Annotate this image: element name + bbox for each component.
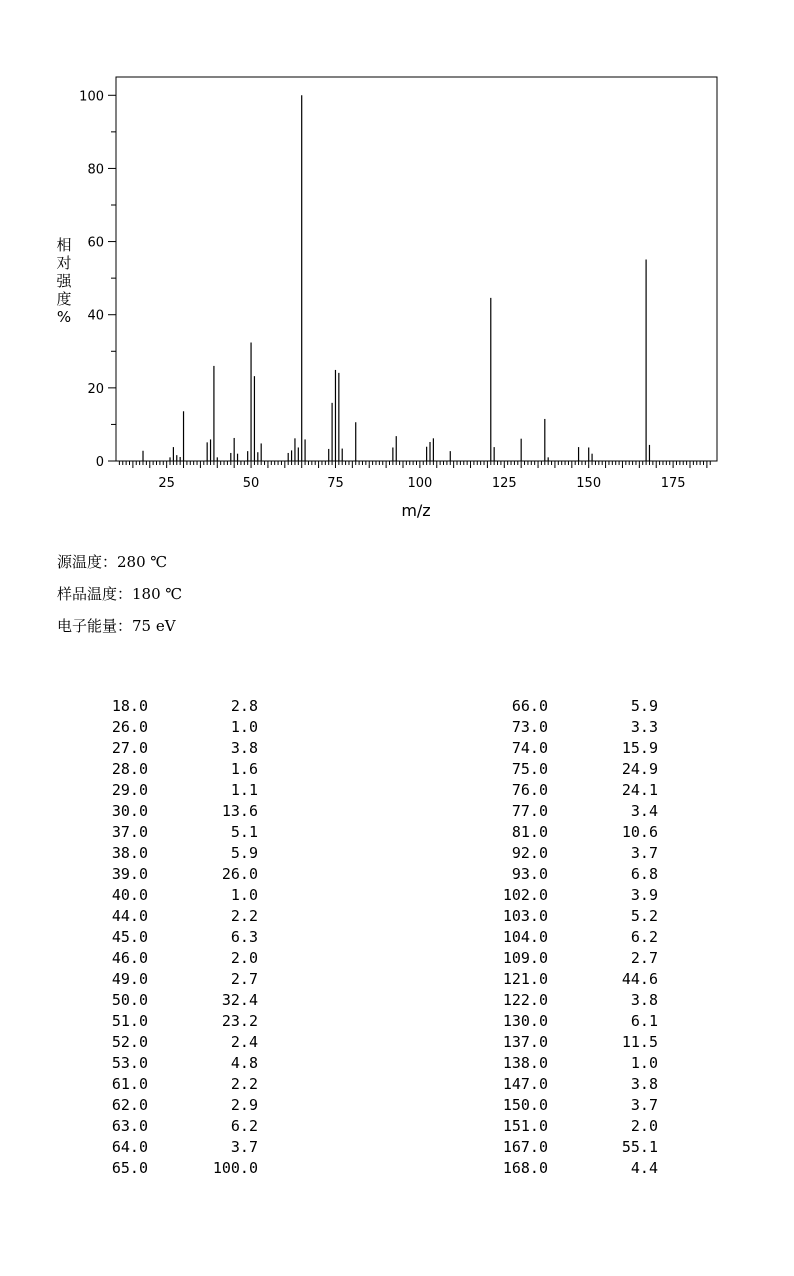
mz-value: 51.0	[111, 1012, 148, 1030]
mz-value: 104.0	[502, 928, 548, 946]
mz-value: 77.0	[511, 802, 548, 820]
abundance-value: 1.0	[230, 886, 258, 904]
abundance-value: 5.9	[630, 697, 658, 715]
mz-value: 74.0	[511, 739, 548, 757]
plot-frame	[116, 77, 717, 461]
table-row	[500, 1032, 658, 1053]
mz-value: 29.0	[111, 781, 148, 799]
mz-value: 53.0	[111, 1054, 148, 1072]
abundance-value: 1.0	[230, 718, 258, 736]
table-row	[100, 1011, 258, 1032]
mz-value: 168.0	[502, 1159, 548, 1177]
table-row	[100, 738, 258, 759]
mz-value: 64.0	[111, 1138, 148, 1156]
table-row	[500, 927, 658, 948]
table-row	[100, 696, 258, 717]
abundance-value: 2.2	[230, 907, 258, 925]
abundance-value: 2.2	[230, 1075, 258, 1093]
x-tick-label: 150	[576, 476, 602, 491]
x-tick-label: 25	[158, 476, 175, 491]
electron-energy: 电子能量：75 eV	[57, 617, 176, 635]
abundance-value: 2.9	[230, 1096, 258, 1114]
mz-value: 62.0	[111, 1096, 148, 1114]
abundance-value: 2.7	[230, 970, 258, 988]
table-row	[100, 1158, 258, 1179]
source-temperature: 源温度：280 ℃	[57, 553, 168, 571]
mz-value: 75.0	[511, 760, 548, 778]
y-label-char: 相	[56, 236, 72, 254]
y-label-char: %	[56, 308, 72, 326]
abundance-value: 24.1	[621, 781, 658, 799]
table-row	[100, 780, 258, 801]
table-row	[100, 990, 258, 1011]
abundance-value: 3.7	[230, 1138, 258, 1156]
table-row	[100, 1053, 258, 1074]
abundance-value: 2.8	[230, 697, 258, 715]
y-tick-label: 20	[87, 381, 104, 397]
table-row	[100, 843, 258, 864]
abundance-value: 2.4	[230, 1033, 258, 1051]
abundance-value: 6.8	[630, 865, 658, 883]
mz-value: 103.0	[502, 907, 548, 925]
abundance-value: 6.3	[230, 928, 258, 946]
x-axis-label: m/z	[401, 501, 431, 520]
mz-value: 167.0	[502, 1138, 548, 1156]
table-row	[100, 864, 258, 885]
table-row	[500, 759, 658, 780]
table-row	[500, 801, 658, 822]
table-row	[500, 969, 658, 990]
x-tick-label: 125	[491, 476, 517, 491]
abundance-value: 1.6	[230, 760, 258, 778]
mz-value: 147.0	[502, 1075, 548, 1093]
table-row	[100, 1074, 258, 1095]
x-tick-label: 50	[242, 476, 260, 491]
x-tick-label: 75	[327, 476, 344, 491]
abundance-value: 3.4	[630, 802, 658, 820]
mz-value: 63.0	[111, 1117, 148, 1135]
mz-value: 66.0	[511, 697, 548, 715]
abundance-value: 3.7	[630, 844, 658, 862]
y-label-char: 强	[56, 272, 72, 290]
abundance-value: 15.9	[621, 739, 658, 757]
table-row	[100, 822, 258, 843]
abundance-value: 100.0	[212, 1159, 258, 1177]
peak-table-left	[100, 696, 258, 1179]
mz-value: 38.0	[111, 844, 148, 862]
abundance-value: 3.8	[630, 1075, 658, 1093]
abundance-value: 13.6	[221, 802, 258, 820]
table-row	[500, 780, 658, 801]
mz-value: 40.0	[111, 886, 148, 904]
table-row	[100, 717, 258, 738]
abundance-value: 1.0	[630, 1054, 658, 1072]
y-tick-label: 80	[87, 162, 104, 178]
abundance-value: 3.7	[630, 1096, 658, 1114]
mz-value: 93.0	[511, 865, 548, 883]
table-row	[100, 885, 258, 906]
table-row	[500, 1095, 658, 1116]
peak-table-right	[500, 696, 658, 1179]
abundance-value: 2.0	[630, 1117, 658, 1135]
table-row	[100, 969, 258, 990]
y-tick-label: 100	[79, 89, 104, 105]
table-row	[500, 1011, 658, 1032]
mz-value: 92.0	[511, 844, 548, 862]
mz-value: 44.0	[111, 907, 148, 925]
table-row	[500, 1158, 658, 1179]
abundance-value: 10.6	[621, 823, 658, 841]
abundance-value: 2.7	[630, 949, 658, 967]
y-label-char: 度	[56, 290, 72, 308]
table-row	[500, 822, 658, 843]
abundance-value: 11.5	[621, 1033, 658, 1051]
table-row	[100, 801, 258, 822]
abundance-value: 24.9	[621, 760, 658, 778]
table-row	[500, 717, 658, 738]
x-tick-label: 175	[660, 476, 686, 491]
y-tick-label: 40	[87, 308, 104, 324]
table-row	[500, 864, 658, 885]
mass-spectrum-chart	[0, 0, 794, 530]
abundance-value: 6.1	[630, 1012, 658, 1030]
mz-value: 30.0	[111, 802, 148, 820]
table-row	[500, 738, 658, 759]
abundance-value: 3.9	[630, 886, 658, 904]
table-row	[100, 759, 258, 780]
table-row	[500, 696, 658, 717]
mz-value: 138.0	[502, 1054, 548, 1072]
table-row	[500, 885, 658, 906]
mz-value: 50.0	[111, 991, 148, 1009]
abundance-value: 26.0	[221, 865, 258, 883]
mz-value: 27.0	[111, 739, 148, 757]
table-row	[500, 1053, 658, 1074]
table-row	[500, 843, 658, 864]
abundance-value: 5.1	[230, 823, 258, 841]
y-label-char: 对	[56, 254, 72, 272]
x-axis	[119, 461, 710, 491]
abundance-value: 5.9	[230, 844, 258, 862]
abundance-value: 23.2	[221, 1012, 258, 1030]
abundance-value: 44.6	[621, 970, 658, 988]
table-row	[100, 906, 258, 927]
table-row	[500, 906, 658, 927]
abundance-value: 1.1	[230, 781, 258, 799]
mz-value: 137.0	[502, 1033, 548, 1051]
table-row	[100, 1095, 258, 1116]
mz-value: 28.0	[111, 760, 148, 778]
abundance-value: 3.8	[630, 991, 658, 1009]
y-axis-label	[56, 236, 72, 326]
mz-value: 102.0	[502, 886, 548, 904]
abundance-value: 32.4	[221, 991, 258, 1009]
mz-value: 26.0	[111, 718, 148, 736]
mz-value: 130.0	[502, 1012, 548, 1030]
table-row	[500, 1137, 658, 1158]
y-tick-label: 0	[95, 455, 104, 470]
mz-value: 61.0	[111, 1075, 148, 1093]
mz-value: 109.0	[502, 949, 548, 967]
mz-value: 81.0	[511, 823, 548, 841]
mz-value: 121.0	[502, 970, 548, 988]
abundance-value: 5.2	[630, 907, 658, 925]
table-row	[100, 1032, 258, 1053]
table-row	[100, 927, 258, 948]
y-axis	[79, 89, 116, 470]
abundance-value: 3.3	[630, 718, 658, 736]
table-row	[500, 1116, 658, 1137]
mz-value: 122.0	[502, 991, 548, 1009]
peak-series	[143, 95, 649, 461]
y-tick-label: 60	[87, 235, 104, 251]
table-row	[500, 990, 658, 1011]
table-row	[100, 1137, 258, 1158]
abundance-value: 6.2	[630, 928, 658, 946]
table-row	[500, 948, 658, 969]
table-row	[100, 948, 258, 969]
table-row	[500, 1074, 658, 1095]
sample-temperature: 样品温度：180 ℃	[57, 585, 183, 603]
abundance-value: 6.2	[230, 1117, 258, 1135]
abundance-value: 3.8	[230, 739, 258, 757]
mz-value: 52.0	[111, 1033, 148, 1051]
mz-value: 150.0	[502, 1096, 548, 1114]
mz-value: 45.0	[111, 928, 148, 946]
mz-value: 76.0	[511, 781, 548, 799]
abundance-value: 4.4	[630, 1159, 658, 1177]
table-row	[100, 1116, 258, 1137]
mz-value: 151.0	[502, 1117, 548, 1135]
mz-value: 18.0	[111, 697, 148, 715]
abundance-value: 55.1	[621, 1138, 658, 1156]
mz-value: 49.0	[111, 970, 148, 988]
x-tick-label: 100	[407, 476, 433, 491]
abundance-value: 2.0	[230, 949, 258, 967]
mz-value: 46.0	[111, 949, 148, 967]
abundance-value: 4.8	[230, 1054, 258, 1072]
mz-value: 39.0	[111, 865, 148, 883]
mz-value: 65.0	[111, 1159, 148, 1177]
mz-value: 73.0	[511, 718, 548, 736]
mz-value: 37.0	[111, 823, 148, 841]
